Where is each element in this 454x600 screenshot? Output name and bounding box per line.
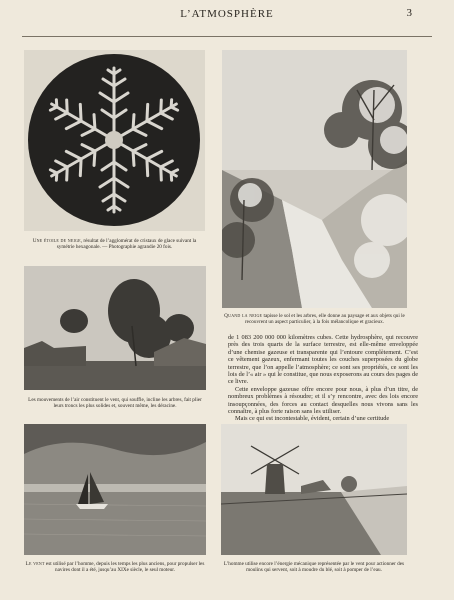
sailboat-photo: [24, 424, 206, 555]
body-paragraph-3: Mais ce qui est incontestable, évident, certain d’une certitude: [235, 415, 390, 423]
snowy-path-caption-lead: Quand la neige: [224, 313, 263, 319]
page-number: 3: [406, 7, 412, 19]
sailboat-caption-text: est utilisé par l’homme, depuis les temps les plus anciens, pour propulser les navires dont il a été, jusqu’au XIXe siècle, le seul moteur.: [44, 561, 205, 574]
snowy-path-caption-text: tapisse le sol et les arbres, elle donne au paysage et aux objets qui le recouvrent un aspect particulier, à la fois mélancolique et gracieux.: [244, 313, 405, 326]
body-paragraph-2: Cette enveloppe gazeuse offre encore pour nous, à plus d’un titre, de nombreux problèmes à résoudre; et il s’y rencontre, avec des lois encore insoupçonnées, des forces au contact desquelles nous vivons sans les connaître, à plus forte raison sans les utiliser.: [228, 385, 418, 416]
body-paragraph-1: de 1 083 200 000 000 kilomètres cubes. Cette hydrosphère, qui recouvre près des trois quarts de la surface terrestre, est elle-même enveloppée d’une chemise gazeuse et transparente qui l’entoure complètement. C’est ce vêtement gazeux, enfermant toutes les couches superposées du globe terrestre, que l’on appelle l’atmosphère; ce sont ses propriétés, ce sont les lois de l’« air » qui le constitue, que nous exposerons au cours des pages de ce livre.: [228, 334, 418, 386]
snowflake-caption-text: , résultat de l’agglomérat de cristaux de glace suivant la symétrie hexagonale. — Photographie agrandie 20 fois.: [56, 238, 197, 251]
windmill-illustration: [221, 424, 407, 555]
wind-trees-illustration: [24, 266, 206, 390]
article-body: [228, 334, 418, 423]
wind-trees-photo: [24, 266, 206, 390]
snowflake-caption: [24, 238, 205, 251]
sailboat-caption: [24, 561, 206, 574]
snowflake-photo: [24, 50, 205, 231]
snowflake-caption-lead: Une étoile de neige: [32, 238, 81, 244]
sailboat-illustration: [24, 424, 206, 555]
snowy-path-photo: [222, 50, 407, 308]
sailboat-caption-lead: Le vent: [25, 561, 45, 567]
windmill-caption: L’homme utilise encore l’énergie mécanique représentée par le vent pour actionner des moulins qui servent, soit à moudre du blé, soit à pomper de l’eau.: [223, 561, 405, 574]
running-header-title: L’ATMOSPHÈRE: [180, 8, 274, 20]
snowy-path-caption: [222, 313, 407, 326]
snowflake-illustration: [24, 50, 205, 231]
wind-trees-caption: Les mouvements de l’air constituent le vent, qui souffle, incline les arbres, fait plier leurs troncs les plus solides et, souvent même, les déracine.: [28, 397, 202, 410]
windmill-photo: [221, 424, 407, 555]
header-rule: [22, 36, 432, 37]
snowy-path-illustration: [222, 50, 407, 308]
